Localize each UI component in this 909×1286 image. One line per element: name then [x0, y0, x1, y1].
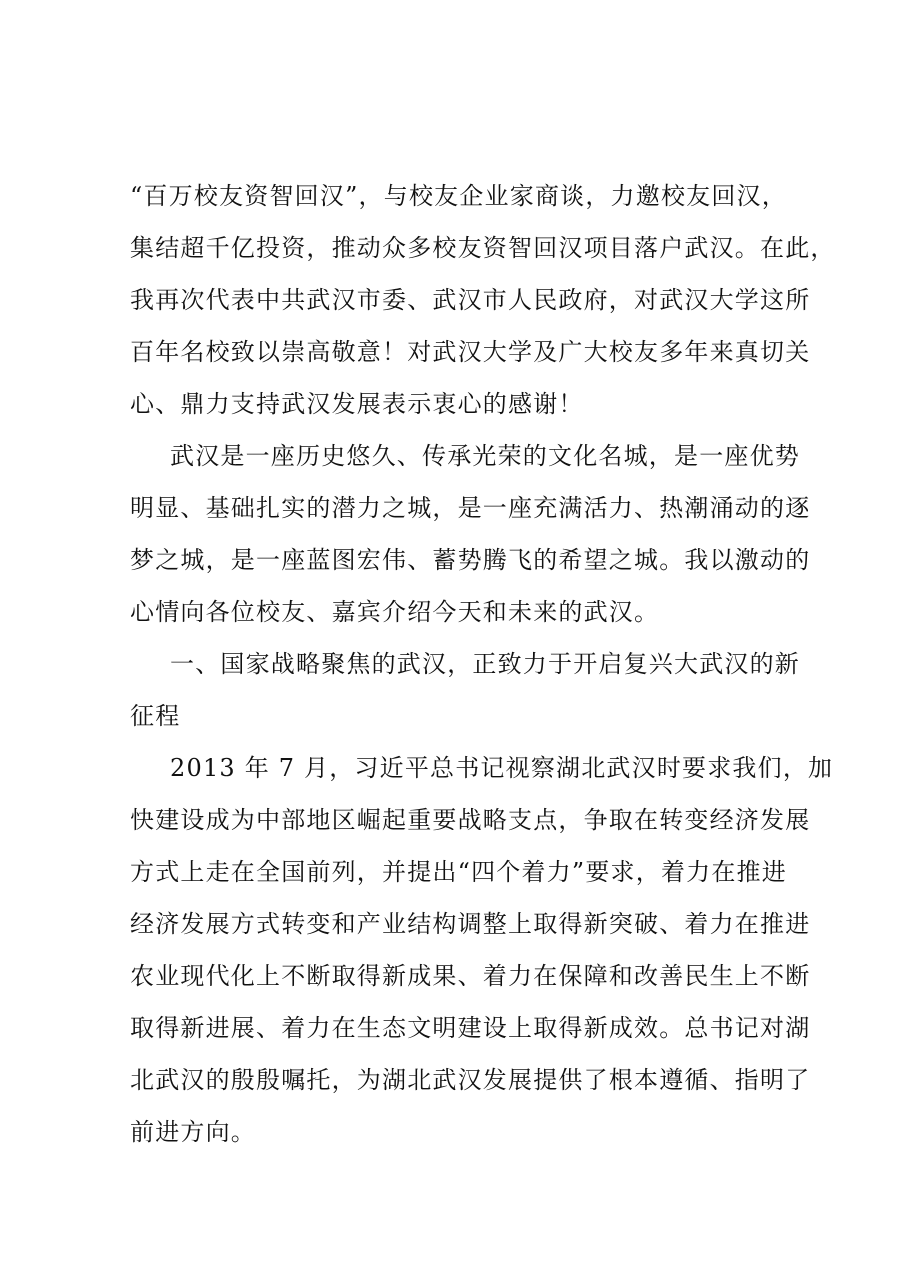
- text-line: 取得新进展、着力在生态文明建设上取得新成效。总书记对湖: [130, 1014, 811, 1042]
- section-heading-line: 征程: [130, 702, 181, 730]
- text-line: 经济发展方式转变和产业结构调整上取得新突破、着力在推进: [130, 910, 811, 938]
- document-body: [130, 170, 836, 1158]
- text-line: 集结超千亿投资，推动众多校友资智回汉项目落户武汉。在此，: [130, 234, 836, 262]
- text-line: 明显、基础扎实的潜力之城，是一座充满活力、热潮涌动的逐: [130, 494, 811, 522]
- text-line: 方式上走在全国前列，并提出“四个着力”要求，着力在推进: [130, 858, 787, 886]
- text-line: “百万校友资智回汉”，与校友企业家商谈，力邀校友回汉，: [130, 182, 787, 210]
- text-line: 农业现代化上不断取得新成果、着力在保障和改善民生上不断: [130, 962, 811, 990]
- text-line: 梦之城，是一座蓝图宏伟、蓄势腾飞的希望之城。我以激动的: [130, 546, 811, 574]
- text-line: 快建设成为中部地区崛起重要战略支点，争取在转变经济发展: [130, 806, 811, 834]
- paragraph-first-line: 武汉是一座历史悠久、传承光荣的文化名城，是一座优势: [170, 442, 800, 470]
- section-heading-line: 一、国家战略聚焦的武汉，正致力于开启复兴大武汉的新: [170, 650, 800, 678]
- text-line: 百年名校致以崇高敬意！对武汉大学及广大校友多年来真切关: [130, 338, 811, 366]
- paragraph-first-line: 2013 年 7 月，习近平总书记视察湖北武汉时要求我们，加: [170, 754, 834, 782]
- text-line: 北武汉的殷殷嘱托，为湖北武汉发展提供了根本遵循、指明了: [130, 1066, 811, 1094]
- text-line: 前进方向。: [130, 1118, 256, 1146]
- text-line: 心情向各位校友、嘉宾介绍今天和未来的武汉。: [130, 598, 660, 626]
- text-line: 我再次代表中共武汉市委、武汉市人民政府，对武汉大学这所: [130, 286, 811, 314]
- text-line: 心、鼎力支持武汉发展表示衷心的感谢！: [130, 390, 584, 418]
